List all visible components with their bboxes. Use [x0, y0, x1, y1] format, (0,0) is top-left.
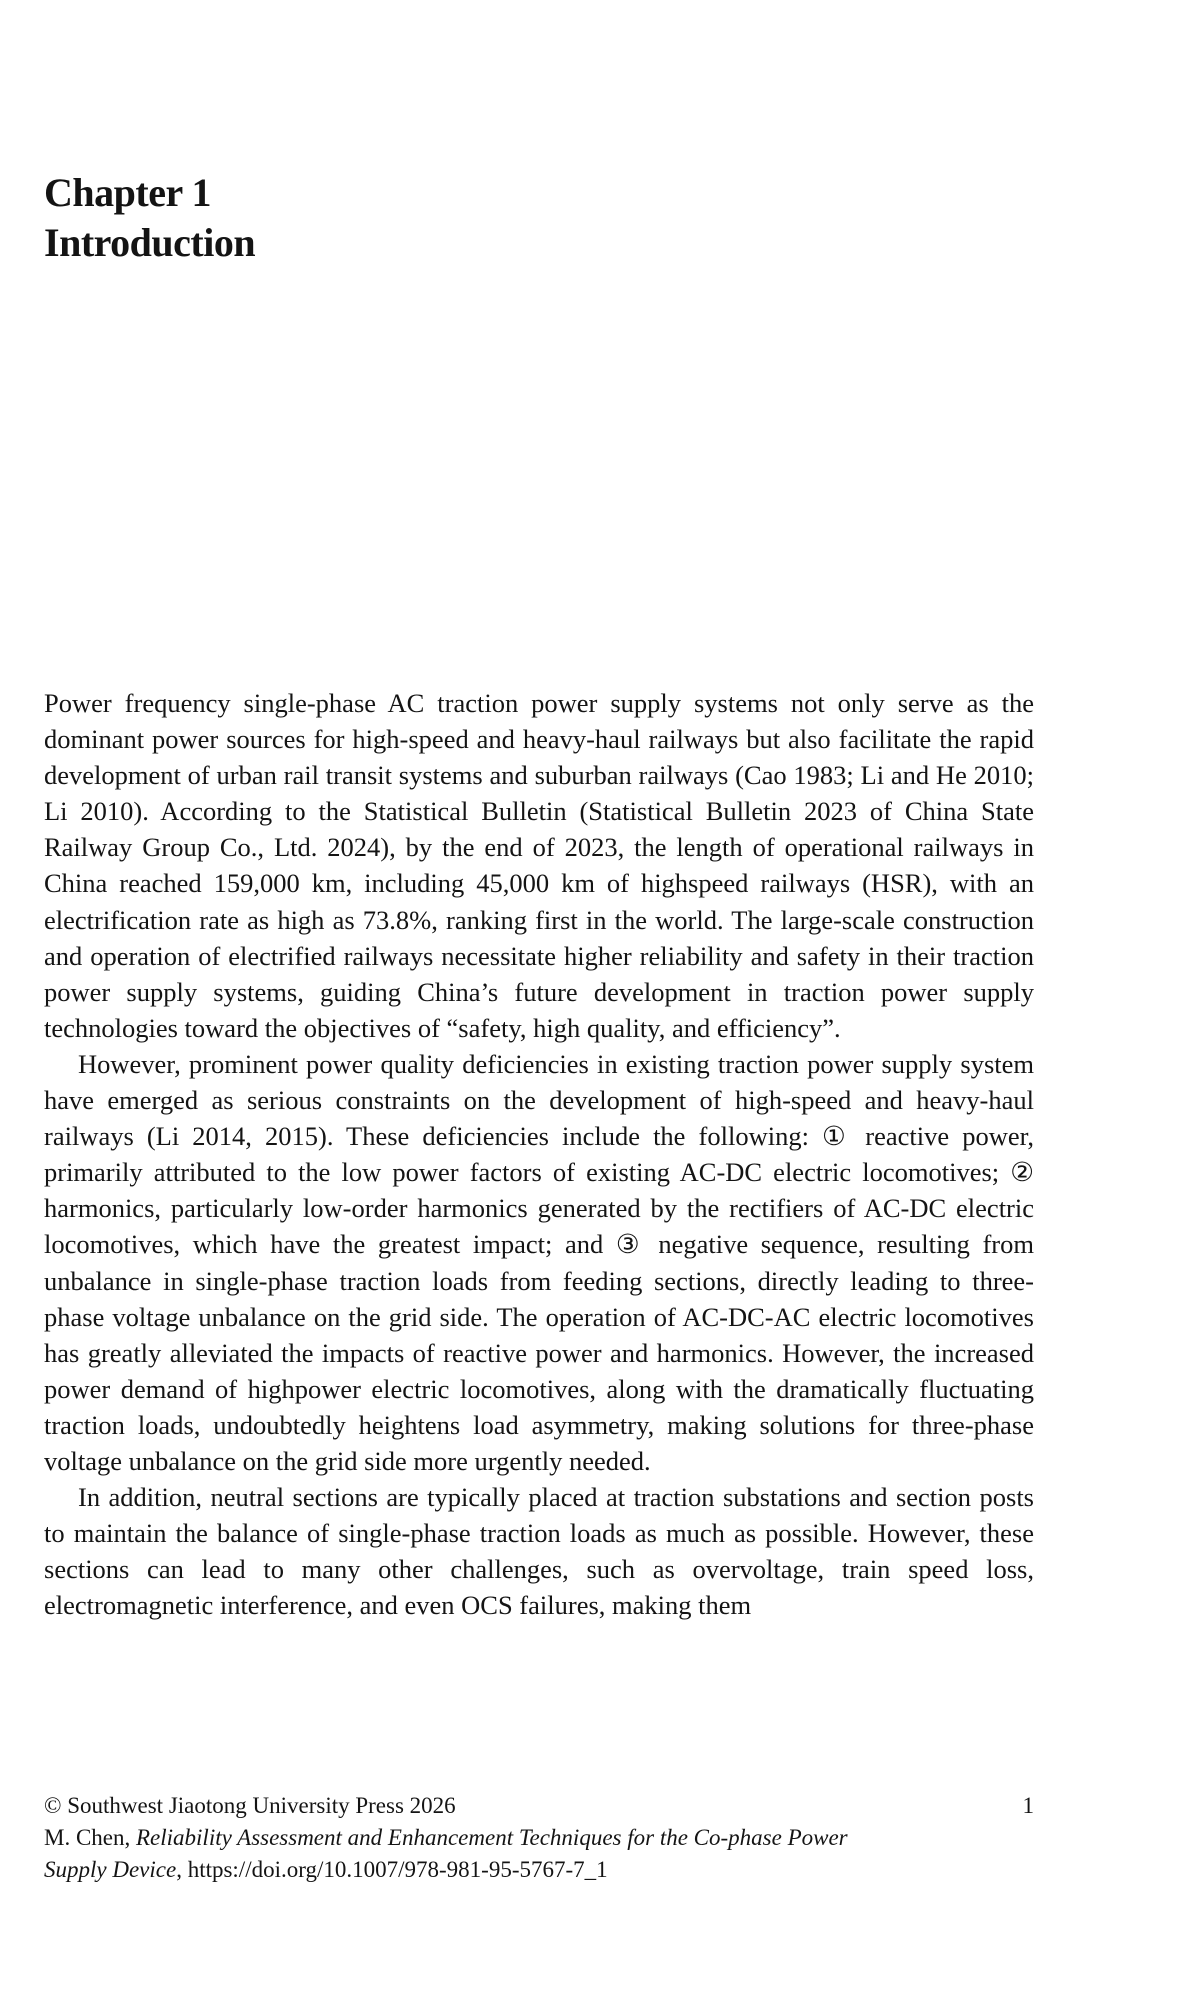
chapter-label: Chapter 1 — [44, 170, 211, 215]
page-footer — [44, 1790, 1034, 1886]
page-number: 1 — [1022, 1793, 1034, 1818]
paragraph: In addition, neutral sections are typically placed at traction substations and section posts to maintain the balance of single-phase traction loads as much as possible. However, these sections can lead to many other challenges, such as overvoltage, train speed loss, electromagnetic interference, and even OCS failures, making them — [44, 1482, 1034, 1621]
doi-link[interactable]: , https://doi.org/10.1007/978-981-95-5767-7_1 — [176, 1857, 608, 1882]
citation-line — [44, 1822, 1034, 1854]
citation-line-2 — [44, 1854, 1034, 1886]
copyright-line: © Southwest Jiaotong University Press 2026 — [44, 1793, 456, 1818]
paragraph: Power frequency single-phase AC traction power supply systems not only serve as the dominant power sources for high-speed and heavy-haul railways but also facilitate the rapid development of urban rail transit systems and suburban railways (Cao 1983; Li and He 2010; Li 2010). According to the Statistical Bulletin (Statistical Bulletin 2023 of China State Railway Group Co., Ltd. 2024), by the end of 2023, the length of operational railways in China reached 159,000 km, including 45,000 km of highspeed railways (HSR), with an electrification rate as high as 73.8%, ranking first in the world. The large-scale construction and operation of electrified railways necessitate higher reliability and safety in their traction power supply systems, guiding China’s future development in traction power supply technologies toward the objectives of “safety, high quality, and efficiency”. — [44, 688, 1034, 1043]
body-text — [44, 685, 1034, 1623]
book-title-continued: Supply Device — [44, 1857, 177, 1882]
chapter-heading — [44, 168, 255, 268]
chapter-title: Introduction — [44, 220, 256, 265]
book-title: Reliability Assessment and Enhancement Techniques for the Co-phase Power — [136, 1825, 848, 1850]
paragraph: However, prominent power quality deficiencies in existing traction power supply system have emerged as serious constraints on the development of high-speed and heavy-haul railways (Li 2014, 2015). These deficiencies include the following: ① reactive power, primarily attributed to the low power factors of existing AC-DC electric locomotives; ② harmonics, particularly low-order harmonics generated by the rectifiers of AC-DC electric locomotives, which have the greatest impact; and ③ negative sequence, resulting from unbalance in single-phase traction loads from feeding sections, directly leading to three-phase voltage unbalance on the grid side. The operation of AC-DC-AC electric locomotives has greatly alleviated the impacts of reactive power and harmonics. However, the increased power demand of highpower electric locomotives, along with the dramatically fluctuating traction loads, undoubtedly heightens load asymmetry, making solutions for three-phase voltage unbalance on the grid side more urgently needed. — [44, 1048, 1034, 1476]
author: M. Chen, — [44, 1825, 136, 1850]
